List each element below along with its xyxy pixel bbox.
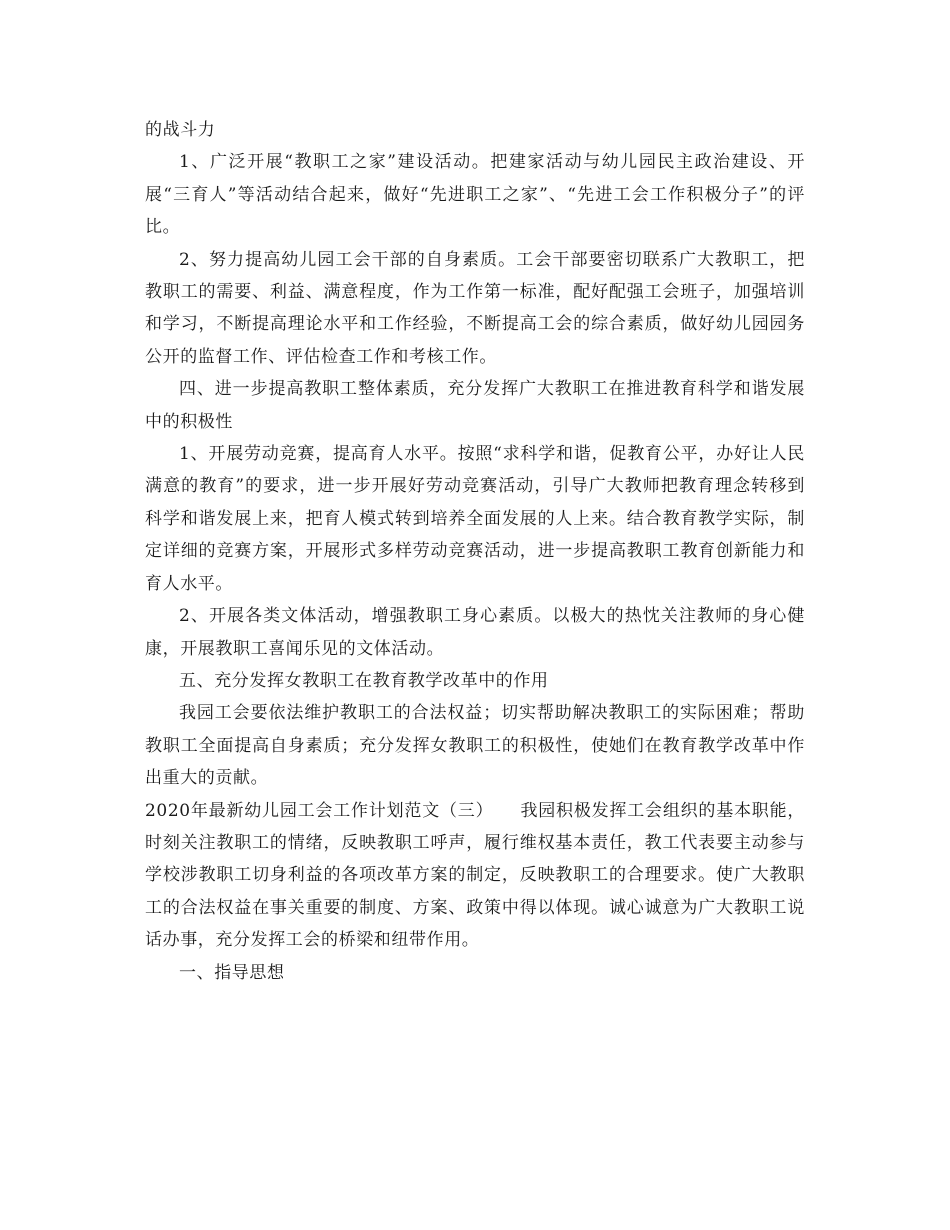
paragraph-8: 我园工会要依法维护教职工的合法权益；切实帮助解决教职工的实际困难；帮助教职工全面提高自身素质；充分发挥女教职工的积极性，使她们在教育教学改革中作出重大的贡献。 (145, 703, 805, 789)
paragraph-2: 1、广泛开展“教职工之家”建设活动。把建家活动与幼儿园民主政治建设、开展“三育人”等活动结合起来，做好“先进职工之家”、“先进工会工作积极分子”的评比。 (145, 152, 805, 238)
document-body (145, 114, 805, 989)
paragraph-9: 2020年最新幼儿园工会工作计划范文（三） 我园积极发挥工会组织的基本职能，时刻关注教职工的情绪，反映教职工呼声，履行维权基本责任，教工代表要主动参与学校涉教职工切身利益的各项改革方案的制定，反映教职工的合理要求。使广大教职工的合法权益在事关重要的制度、方案、政策中得以体现。诚心诚意为广大教职工说话办事，充分发挥工会的桥梁和纽带作用。 (145, 800, 805, 951)
section-heading-1: 一、指导思想 (179, 962, 285, 983)
section-heading-5: 五、充分发挥女教职工在教育教学改革中的作用 (179, 670, 549, 691)
paragraph-3: 2、努力提高幼儿园工会干部的自身素质。工会干部要密切联系广大教职工，把教职工的需要、利益、满意程度，作为工作第一标准，配好配强工会班子，加强培训和学习，不断提高理论水平和工作经验，不断提高工会的综合素质，做好幼儿园园务公开的监督工作、评估检查工作和考核工作。 (145, 249, 805, 367)
paragraph-6: 2、开展各类文体活动，增强教职工身心素质。以极大的热忱关注教师的身心健康，开展教职工喜闻乐见的文体活动。 (145, 606, 805, 659)
section-heading-4: 四、进一步提高教职工整体素质，充分发挥广大教职工在推进教育科学和谐发展中的积极性 (145, 379, 805, 432)
paragraph-5: 1、开展劳动竞赛，提高育人水平。按照“求科学和谐，促教育公平，办好让人民满意的教育”的要求，进一步开展好劳动竞赛活动，引导广大教师把教育理念转移到科学和谐发展上来，把育人模式转到培养全面发展的人上来。结合教育教学实际，制定详细的竞赛方案，开展形式多样劳动竞赛活动，进一步提高教职工教育创新能力和育人水平。 (145, 444, 805, 594)
paragraph-1: 的战斗力 (145, 120, 216, 140)
